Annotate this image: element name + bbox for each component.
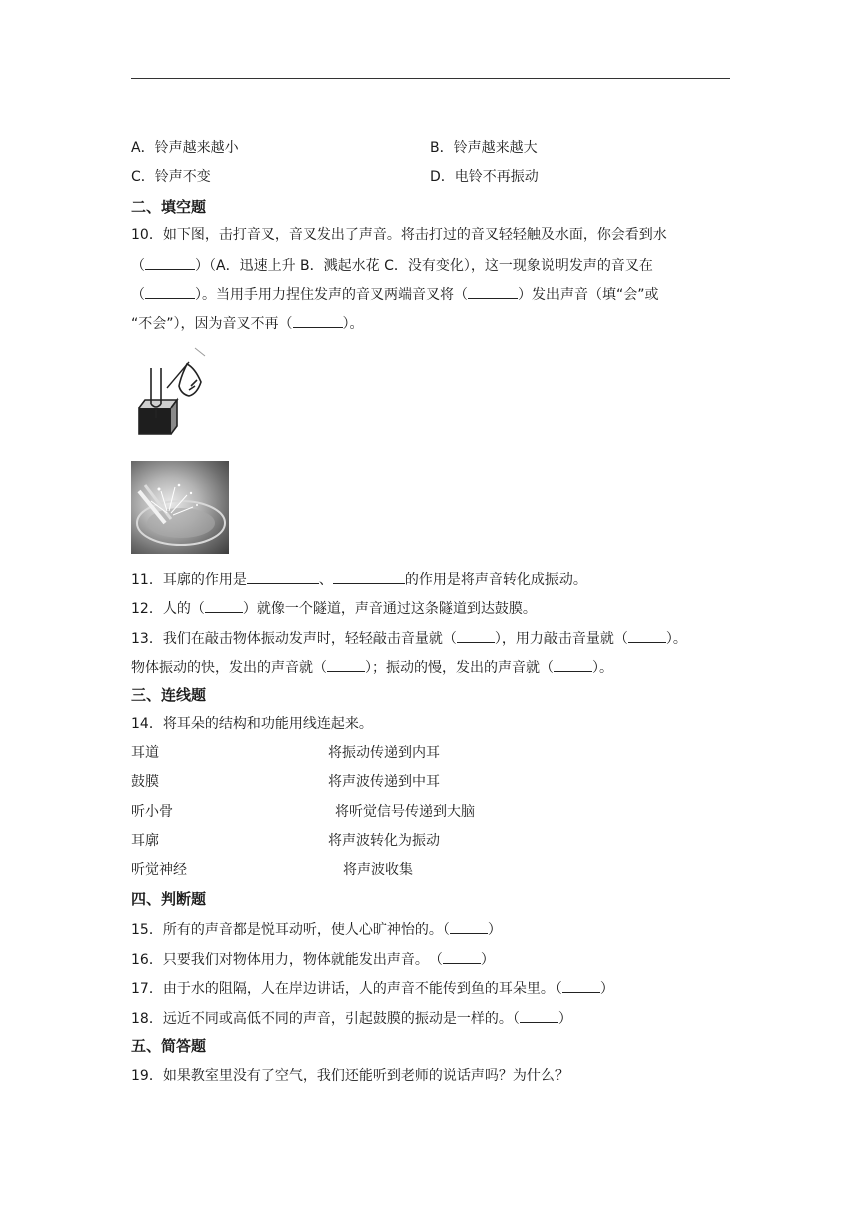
ear-function-item[interactable]: 将声波收集 bbox=[343, 862, 413, 878]
q11-text: 11．耳廓的作用是 bbox=[131, 572, 247, 588]
answer-blank[interactable] bbox=[443, 948, 481, 964]
section-title-fill-blank: 二、填空题 bbox=[131, 198, 207, 216]
answer-blank[interactable] bbox=[145, 283, 195, 299]
ear-structure-item[interactable]: 听觉神经 bbox=[131, 862, 187, 878]
answer-blank[interactable] bbox=[457, 627, 495, 643]
answer-blank[interactable] bbox=[247, 568, 319, 584]
q13-text: ）。 bbox=[665, 631, 687, 647]
q10-line4 bbox=[131, 312, 364, 334]
section-title-short-answer: 五、简答题 bbox=[131, 1037, 207, 1055]
q11-text: 、 bbox=[318, 572, 333, 588]
q18-text: ） bbox=[557, 1011, 572, 1027]
water-splash-photo bbox=[131, 461, 229, 554]
q15 bbox=[131, 918, 502, 940]
q17 bbox=[131, 977, 614, 999]
q13-text: 物体振动的快，发出的声音就（ bbox=[131, 660, 327, 676]
answer-blank[interactable] bbox=[562, 977, 600, 993]
q12-text: 12．人的（ bbox=[131, 601, 205, 617]
q13-line2 bbox=[131, 656, 613, 678]
option-c: C．铃声不变 bbox=[131, 169, 211, 185]
q10-text: ）（A．迅速上升 B．溅起水花 C．没有变化），这一现象说明发声的音叉在 bbox=[195, 258, 653, 274]
option-d: D．电铃不再振动 bbox=[430, 169, 539, 185]
q18 bbox=[131, 1007, 572, 1029]
q10-text: ）。当用手用力捏住发声的音叉两端音叉将（ bbox=[195, 287, 468, 303]
q19: 19．如果教室里没有了空气，我们还能听到老师的说话声吗？为什么？ bbox=[131, 1068, 569, 1084]
ear-structure-item[interactable]: 耳廓 bbox=[131, 833, 159, 849]
answer-blank[interactable] bbox=[293, 312, 343, 328]
ear-structure-item[interactable]: 听小骨 bbox=[131, 804, 173, 820]
q12 bbox=[131, 597, 537, 619]
ear-function-item[interactable]: 将振动传递到内耳 bbox=[328, 745, 440, 761]
ear-function-item[interactable]: 将声波转化为振动 bbox=[328, 833, 440, 849]
ear-function-item[interactable]: 将听觉信号传递到大脑 bbox=[335, 804, 475, 820]
q10-line1: 10．如下图，击打音叉，音叉发出了声音。将击打过的音叉轻轻触及水面，你会看到水 bbox=[131, 227, 667, 243]
answer-blank[interactable] bbox=[333, 568, 405, 584]
q13-text: ），用力敲击音量就（ bbox=[494, 631, 628, 647]
q13-line1 bbox=[131, 627, 687, 649]
q13-text: ）；振动的慢，发出的声音就（ bbox=[365, 660, 554, 676]
answer-blank[interactable] bbox=[145, 254, 195, 270]
header-rule bbox=[131, 78, 730, 79]
q11-text: 的作用是将声音转化成振动。 bbox=[404, 572, 587, 588]
answer-blank[interactable] bbox=[468, 283, 518, 299]
q16-text: ） bbox=[480, 952, 495, 968]
q10-text: （ bbox=[131, 287, 145, 303]
q13-text: 13．我们在敲击物体振动发声时，轻轻敲击音量就（ bbox=[131, 631, 457, 647]
q11 bbox=[131, 568, 587, 590]
q10-line3 bbox=[131, 283, 659, 305]
answer-blank[interactable] bbox=[520, 1007, 558, 1023]
option-a: A．铃声越来越小 bbox=[131, 140, 239, 156]
q10-text: ）。 bbox=[342, 316, 364, 332]
q18-text: 18．远近不同或高低不同的声音，引起鼓膜的振动是一样的。（ bbox=[131, 1011, 520, 1027]
q17-text: 17．由于水的阻隔，人在岸边讲话，人的声音不能传到鱼的耳朵里。（ bbox=[131, 981, 562, 997]
q10-line2 bbox=[131, 254, 653, 276]
q14: 14．将耳朵的结构和功能用线连起来。 bbox=[131, 716, 373, 732]
q15-text: 15．所有的声音都是悦耳动听，使人心旷神怡的。（ bbox=[131, 922, 450, 938]
tuning-fork-figure bbox=[131, 346, 209, 442]
q17-text: ） bbox=[599, 981, 614, 997]
answer-blank[interactable] bbox=[450, 918, 488, 934]
q13-text: ）。 bbox=[592, 660, 613, 676]
section-title-matching: 三、连线题 bbox=[131, 686, 207, 704]
option-b: B．铃声越来越大 bbox=[430, 140, 538, 156]
q16-text: 16．只要我们对物体用力，物体就能发出声音。 （ bbox=[131, 952, 443, 968]
q16 bbox=[131, 948, 495, 970]
answer-blank[interactable] bbox=[205, 597, 243, 613]
section-title-true-false: 四、判断题 bbox=[131, 890, 207, 908]
q10-text: “不会”），因为音叉不再（ bbox=[131, 316, 293, 332]
ear-structure-item[interactable]: 耳道 bbox=[131, 745, 159, 761]
q10-text: ）发出声音（填“会”或 bbox=[518, 287, 659, 303]
answer-blank[interactable] bbox=[628, 627, 666, 643]
q12-text: ）就像一个隧道，声音通过这条隧道到达鼓膜。 bbox=[242, 601, 537, 617]
answer-blank[interactable] bbox=[327, 656, 365, 672]
ear-function-item[interactable]: 将声波传递到中耳 bbox=[328, 774, 440, 790]
answer-blank[interactable] bbox=[554, 656, 592, 672]
q10-text: （ bbox=[131, 258, 145, 274]
ear-structure-item[interactable]: 鼓膜 bbox=[131, 774, 159, 790]
q15-text: ） bbox=[487, 922, 502, 938]
